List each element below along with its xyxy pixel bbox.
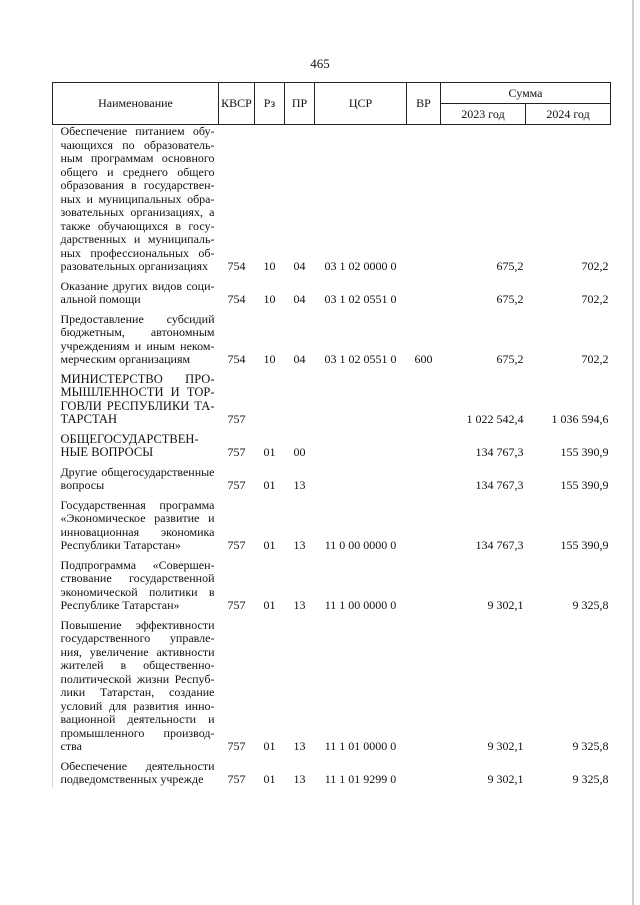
row-kvsr: 757 xyxy=(227,739,246,753)
row-csr xyxy=(315,460,407,493)
row-vr xyxy=(407,493,441,553)
row-pr: 13 xyxy=(293,739,306,753)
row-sum-2024: 9 325,8 xyxy=(572,772,609,786)
header-csr: ЦСР xyxy=(315,83,407,125)
row-name: ОБЩЕГОСУДАРСТВЕННЫЕ ВОПРОСЫ xyxy=(60,431,199,459)
row-kvsr: 757 xyxy=(227,538,246,552)
row-rz: 01 xyxy=(263,772,276,786)
row-name: Государственная программа «Экономическое развитие и инновационная экономика Республики Татарстан» xyxy=(60,497,215,552)
row-csr: 11 0 00 0000 0 xyxy=(324,538,397,552)
table-body xyxy=(53,125,611,787)
row-name: Подпрограмма «Совершенствование государственной экономической политики в Республике Татарстан» xyxy=(60,557,215,612)
page-number: 465 xyxy=(310,56,330,71)
row-sum-2023: 134 767,3 xyxy=(475,538,524,552)
table-row xyxy=(53,613,611,754)
row-kvsr: 757 xyxy=(227,478,246,492)
header-vr: ВР xyxy=(407,83,441,125)
row-vr xyxy=(407,754,441,787)
row-sum-2023: 9 302,1 xyxy=(487,739,524,753)
row-sum-2024: 702,2 xyxy=(581,292,609,306)
row-name: МИНИСТЕРСТВО ПРОМЫШЛЕННОСТИ И ТОРГОВЛИ РЕСПУБЛИКИ ТАТАРСТАН xyxy=(60,371,215,426)
row-sum-2024: 155 390,9 xyxy=(560,445,609,459)
row-name: Предоставление субсидий бюджетным, автономным учреждениям и иным некоммерческим организациям xyxy=(60,311,215,366)
header-sum: Сумма xyxy=(441,83,611,104)
row-sum-2023: 134 767,3 xyxy=(475,445,524,459)
row-name: Повышение эффективности государственного управления, увеличение активности жителей в общественнополитической жизни Республики Татарстан, создание условий для развития инновационной деятельности и промышленного производства xyxy=(60,617,215,753)
row-sum-2024: 702,2 xyxy=(581,352,609,366)
row-sum-2024: 9 325,8 xyxy=(572,739,609,753)
row-vr xyxy=(407,460,441,493)
row-kvsr: 757 xyxy=(227,598,246,612)
row-sum-2023: 675,2 xyxy=(496,352,524,366)
row-sum-2024: 9 325,8 xyxy=(572,598,609,612)
row-pr: 04 xyxy=(293,292,306,306)
row-vr: 600 xyxy=(414,352,433,366)
row-sum-2023: 675,2 xyxy=(496,292,524,306)
row-csr xyxy=(315,427,407,460)
row-vr xyxy=(407,553,441,613)
row-pr: 04 xyxy=(293,259,306,273)
header-year-2024: 2024 год xyxy=(526,104,611,125)
row-csr: 03 1 02 0551 0 xyxy=(324,292,397,306)
table-row xyxy=(53,553,611,613)
row-sum-2024: 702,2 xyxy=(581,259,609,273)
row-pr: 13 xyxy=(293,538,306,552)
header-rz: Рз xyxy=(255,83,285,125)
budget-table xyxy=(52,82,611,787)
row-rz: 01 xyxy=(263,598,276,612)
row-csr: 03 1 02 0000 0 xyxy=(324,259,397,273)
row-pr: 13 xyxy=(293,772,306,786)
row-sum-2023: 134 767,3 xyxy=(475,478,524,492)
page-edge-shadow xyxy=(632,0,634,905)
row-csr: 11 1 01 0000 0 xyxy=(324,739,397,753)
table-header xyxy=(53,83,611,125)
row-kvsr: 757 xyxy=(227,445,246,459)
row-csr: 11 1 01 9299 0 xyxy=(324,772,397,786)
row-sum-2023: 675,2 xyxy=(496,259,524,273)
row-vr xyxy=(407,274,441,307)
row-sum-2024: 155 390,9 xyxy=(560,538,609,552)
header-year-2023: 2023 год xyxy=(441,104,526,125)
row-vr xyxy=(407,125,441,274)
row-pr: 13 xyxy=(293,598,306,612)
table-row xyxy=(53,307,611,367)
row-rz: 01 xyxy=(263,445,276,459)
row-sum-2023: 9 302,1 xyxy=(487,598,524,612)
header-kvsr: КВСР xyxy=(219,83,255,125)
row-rz: 10 xyxy=(263,352,276,366)
row-sum-2023: 9 302,1 xyxy=(487,772,524,786)
row-name: Обеспечение деятельности подведомственных учрежде xyxy=(60,758,215,786)
row-kvsr: 754 xyxy=(227,352,246,366)
table-row xyxy=(53,460,611,493)
table-row xyxy=(53,754,611,787)
table-row xyxy=(53,493,611,553)
row-pr: 04 xyxy=(293,352,306,366)
header-pr: ПР xyxy=(285,83,315,125)
row-name: Другие общегосударственные вопросы xyxy=(60,464,215,492)
row-kvsr: 754 xyxy=(227,292,246,306)
table-row xyxy=(53,125,611,274)
table-row xyxy=(53,274,611,307)
row-kvsr: 757 xyxy=(227,412,246,426)
row-rz xyxy=(255,367,285,427)
row-csr: 03 1 02 0551 0 xyxy=(324,352,397,366)
row-kvsr: 754 xyxy=(227,259,246,273)
row-csr xyxy=(315,367,407,427)
row-sum-2024: 155 390,9 xyxy=(560,478,609,492)
row-rz: 01 xyxy=(263,739,276,753)
row-csr: 11 1 00 0000 0 xyxy=(324,598,397,612)
row-kvsr: 757 xyxy=(227,772,246,786)
header-name: Наименование xyxy=(53,83,219,125)
row-sum-2023: 1 022 542,4 xyxy=(466,412,524,426)
row-rz: 01 xyxy=(263,538,276,552)
row-rz: 10 xyxy=(263,259,276,273)
row-pr: 13 xyxy=(293,478,306,492)
row-vr xyxy=(407,613,441,754)
table-row xyxy=(53,427,611,460)
row-pr: 00 xyxy=(293,445,306,459)
table-row xyxy=(53,367,611,427)
row-rz: 10 xyxy=(263,292,276,306)
row-rz: 01 xyxy=(263,478,276,492)
row-vr xyxy=(407,427,441,460)
row-pr xyxy=(285,367,315,427)
row-vr xyxy=(407,367,441,427)
row-sum-2024: 1 036 594,6 xyxy=(551,412,609,426)
row-name: Оказание других видов социальной помощи xyxy=(60,278,215,306)
row-name: Обеспечение питанием обучающихся по образовательным программам основного общего и среднего общего образования в государственных и муниципальных образовательных организациях, а также обучающихся в государственных и муниципальных профессиональных образовательных организациях xyxy=(60,124,215,273)
